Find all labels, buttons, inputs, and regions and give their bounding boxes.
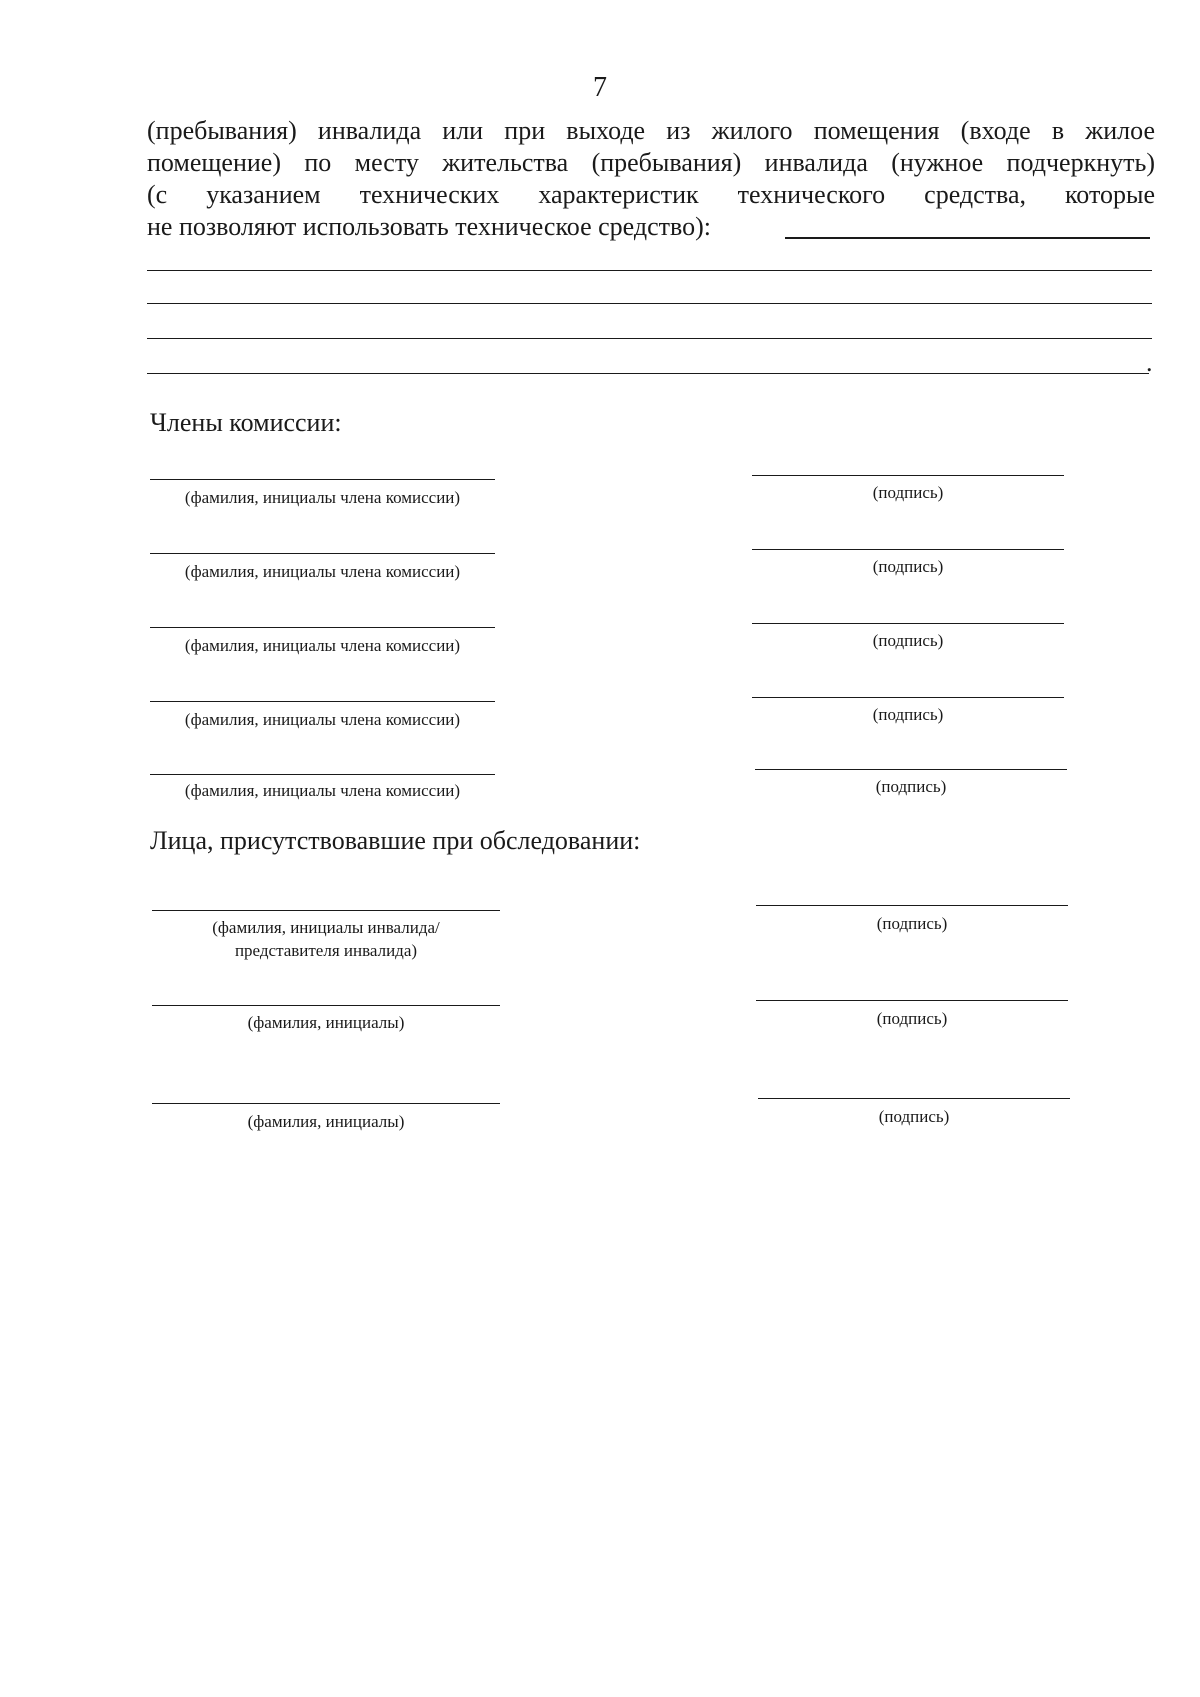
body-paragraph bbox=[147, 115, 1155, 243]
name-line[interactable] bbox=[150, 701, 495, 702]
name-caption: (фамилия, инициалы члена комиссии) bbox=[184, 636, 461, 655]
signature-caption: (подпись) bbox=[875, 777, 947, 796]
signature-line[interactable] bbox=[752, 623, 1064, 624]
fill-in-line[interactable] bbox=[147, 338, 1152, 339]
name-line[interactable] bbox=[152, 910, 500, 911]
paragraph-line: не позволяют использовать техническое средство): bbox=[147, 212, 711, 241]
signature-caption: (подпись) bbox=[872, 557, 944, 576]
name-line[interactable] bbox=[150, 553, 495, 554]
name-caption: (фамилия, инициалы члена комиссии) bbox=[184, 488, 461, 507]
fill-in-line[interactable] bbox=[147, 303, 1152, 304]
fill-in-line[interactable] bbox=[147, 270, 1152, 271]
fill-in-blank[interactable] bbox=[785, 237, 1150, 239]
signature-line[interactable] bbox=[752, 697, 1064, 698]
name-line[interactable] bbox=[150, 479, 495, 480]
signature-line[interactable] bbox=[758, 1098, 1070, 1099]
name-caption: (фамилия, инициалы члена комиссии) bbox=[184, 781, 461, 800]
closing-period: . bbox=[1146, 348, 1153, 377]
paragraph-line: помещение) по месту жительства (пребывания) инвалида (нужное подчеркнуть) bbox=[147, 148, 1155, 177]
name-caption: представителя инвалида) bbox=[234, 941, 418, 960]
signature-line[interactable] bbox=[752, 549, 1064, 550]
signature-caption: (подпись) bbox=[878, 1107, 950, 1126]
present-title: Лица, присутствовавшие при обследовании: bbox=[150, 826, 641, 855]
signature-caption: (подпись) bbox=[876, 914, 948, 933]
name-caption: (фамилия, инициалы инвалида/ bbox=[212, 918, 440, 937]
name-caption: (фамилия, инициалы) bbox=[247, 1013, 405, 1032]
name-caption: (фамилия, инициалы члена комиссии) bbox=[184, 710, 461, 729]
signature-line[interactable] bbox=[752, 475, 1064, 476]
fill-in-line[interactable] bbox=[147, 373, 1149, 374]
signature-caption: (подпись) bbox=[872, 483, 944, 502]
name-line[interactable] bbox=[152, 1103, 500, 1104]
signature-line[interactable] bbox=[756, 905, 1068, 906]
paragraph-line: (пребывания) инвалида или при выходе из жилого помещения (входе в жилое bbox=[147, 116, 1155, 145]
paragraph-line: (с указанием технических характеристик технического средства, которые bbox=[147, 180, 1155, 209]
name-line[interactable] bbox=[150, 627, 495, 628]
name-line[interactable] bbox=[150, 774, 495, 775]
name-caption: (фамилия, инициалы) bbox=[247, 1112, 405, 1131]
name-caption: (фамилия, инициалы члена комиссии) bbox=[184, 562, 461, 581]
commission-title: Члены комиссии: bbox=[150, 408, 342, 437]
signature-caption: (подпись) bbox=[872, 705, 944, 724]
page-number: 7 bbox=[593, 72, 607, 103]
signature-caption: (подпись) bbox=[876, 1009, 948, 1028]
signature-caption: (подпись) bbox=[872, 631, 944, 650]
signature-line[interactable] bbox=[755, 769, 1067, 770]
signature-line[interactable] bbox=[756, 1000, 1068, 1001]
name-line[interactable] bbox=[152, 1005, 500, 1006]
